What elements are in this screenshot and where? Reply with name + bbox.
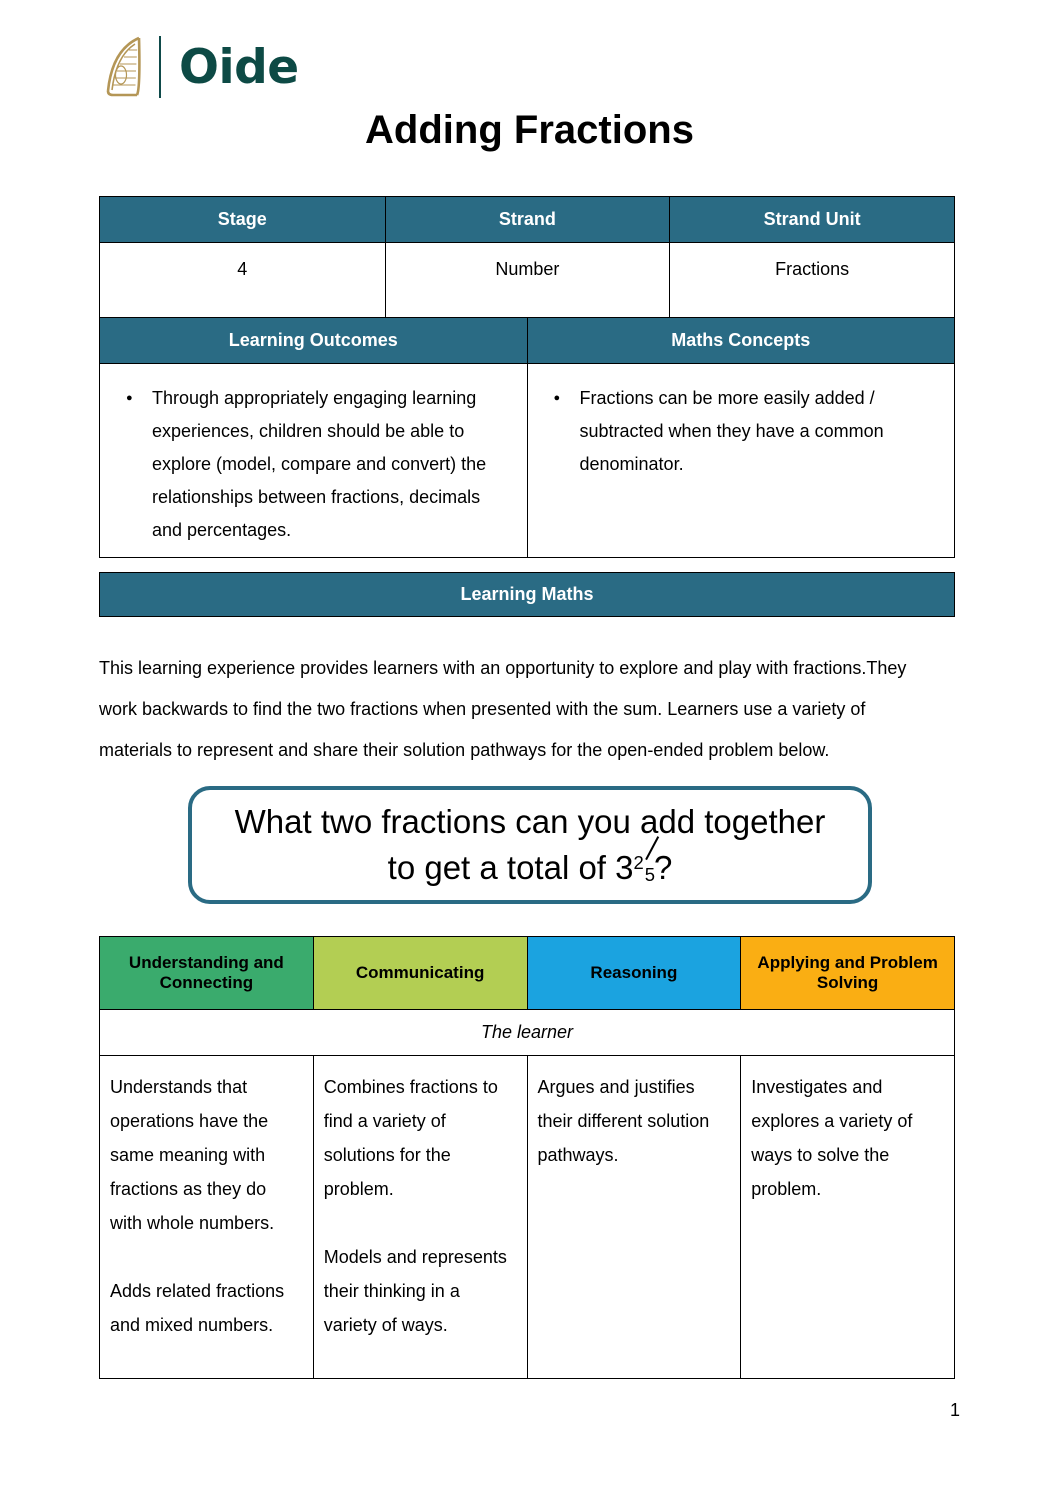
page-number: 1: [949, 1400, 960, 1420]
question-line-1: What two fractions can you add together: [234, 803, 826, 840]
table-row: [100, 243, 955, 328]
competency-header-communicating: Communicating: [313, 937, 527, 1010]
competency-text: Investigates and explores a variety of ways to solve the problem.: [751, 1077, 913, 1199]
intro-paragraph: This learning experience provides learners with an opportunity to explore and play with fractions.They work backwards to find the two fractions when presented with the sum. Learners use a variety of materials to represent and share their solution pathways for the open-ended problem below.: [99, 658, 907, 760]
question-callout-text: [219, 799, 842, 891]
competency-header-reasoning: Reasoning: [527, 937, 741, 1010]
competency-header-applying-and-problem-solving: Applying and Problem Solving: [741, 937, 955, 1010]
fraction-numerator: 2: [633, 852, 644, 874]
brand-name: Oide: [179, 39, 299, 95]
table-header-row: [100, 937, 955, 1010]
competency-text: Argues and justifies their different solution pathways.: [537, 1077, 710, 1165]
competency-cell-reasoning: [527, 1056, 741, 1379]
outcomes-table: [99, 317, 955, 558]
maths-concepts-list: [528, 364, 955, 491]
page-title: Adding Fractions: [365, 108, 694, 152]
question-line-2-prefix: to get a total of 3: [387, 849, 634, 886]
meta-header-strand-unit: Strand Unit: [670, 197, 955, 243]
table-row: [100, 1056, 955, 1379]
question-line-2-suffix: ?: [653, 849, 673, 886]
list-item: ● Fractions can be more easily added / subtracted when they have a common denominator.: [540, 382, 939, 481]
competency-cell-understanding-and-connecting: [100, 1056, 314, 1379]
logo-divider: [159, 36, 161, 98]
meta-header-strand: Strand: [385, 197, 670, 243]
table-row: [100, 364, 955, 558]
list-item: ● Through appropriately engaging learning experiences, children should be able to explore (model, compare and convert) the relationships between fractions, decimals and percentages.: [112, 382, 511, 547]
competency-cell-applying-and-problem-solving: [741, 1056, 955, 1379]
meta-value-stage: 4: [100, 243, 386, 328]
competency-text: Adds related fractions and mixed numbers.: [110, 1281, 285, 1335]
fraction-denominator: 5: [644, 863, 656, 885]
table-row: [100, 1010, 955, 1056]
question-callout: [188, 786, 872, 904]
brand-logo: [99, 32, 299, 102]
learning-outcomes-list: [100, 364, 527, 557]
competency-subheader: The learner: [100, 1010, 955, 1056]
outcomes-header-maths-concepts: Maths Concepts: [527, 318, 955, 364]
competency-header-understanding-and-connecting: Understanding and Connecting: [100, 937, 314, 1010]
irish-harp-icon: [99, 35, 145, 99]
meta-table: [99, 196, 955, 328]
maths-concepts-cell: [527, 364, 955, 558]
table-header-row: [100, 318, 955, 364]
learning-outcomes-cell: [100, 364, 528, 558]
table-header-row: [100, 197, 955, 243]
learning-maths-banner: Learning Maths: [99, 572, 955, 617]
competency-cell-communicating: [313, 1056, 527, 1379]
competency-table: [99, 936, 955, 1379]
competency-text: Understands that operations have the same meaning with fractions as they do with whole numbers.: [110, 1077, 275, 1233]
competency-text: Models and represents their thinking in a variety of ways.: [323, 1247, 507, 1335]
competency-text: Combines fractions to find a variety of solutions for the problem.: [323, 1077, 498, 1199]
meta-header-stage: Stage: [100, 197, 386, 243]
fraction-two-fifths: [633, 846, 656, 885]
meta-value-strand: Number: [385, 243, 670, 328]
meta-value-strand-unit: Fractions: [670, 243, 955, 328]
outcomes-header-learning-outcomes: Learning Outcomes: [100, 318, 528, 364]
